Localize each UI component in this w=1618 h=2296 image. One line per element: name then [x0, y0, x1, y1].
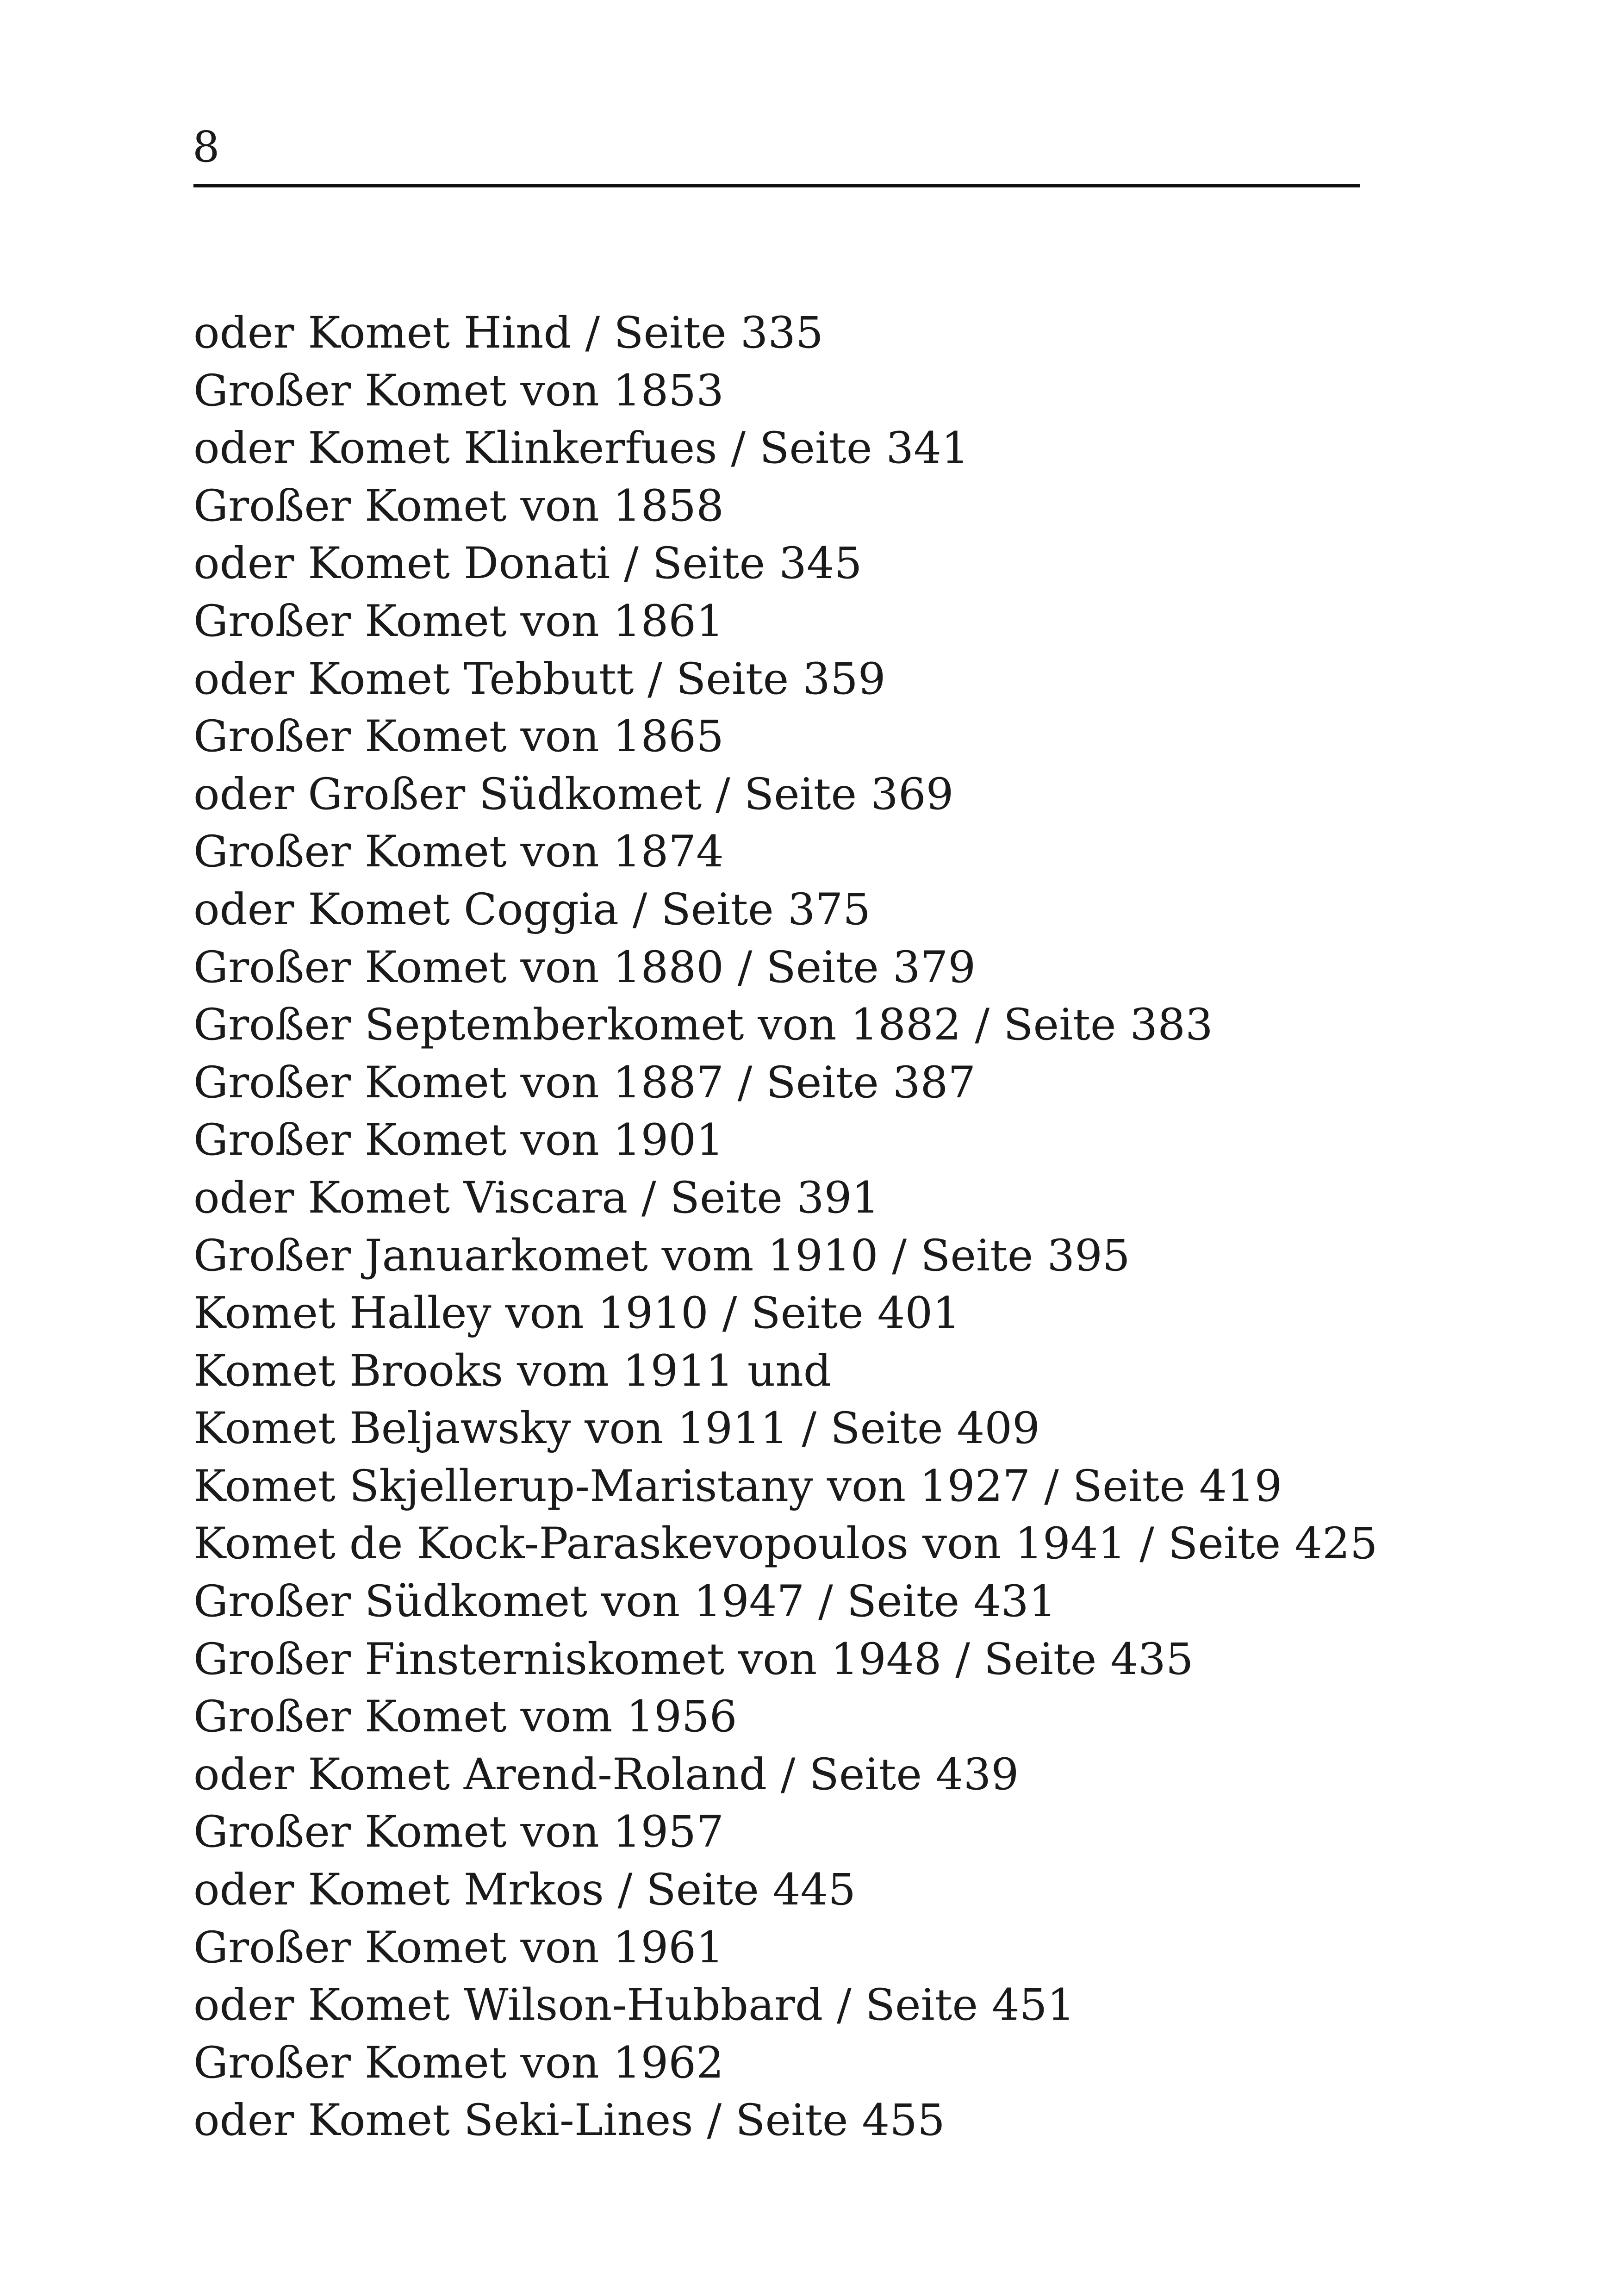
- toc-entry: Großer Komet von 1887 / Seite 387: [193, 1057, 976, 1108]
- toc-entry: Großer Komet von 1853: [193, 365, 724, 416]
- page-number: 8: [193, 122, 220, 172]
- toc-entry: oder Komet Donati / Seite 345: [193, 538, 862, 589]
- header-rule: [193, 184, 1360, 187]
- toc-entry: oder Komet Seki-Lines / Seite 455: [193, 2095, 945, 2146]
- toc-entry: oder Komet Wilson-Hubbard / Seite 451: [193, 1980, 1075, 2031]
- toc-entry: Komet de Kock-Paraskevopoulos von 1941 / Seite 425: [193, 1518, 1378, 1569]
- toc-list: [193, 305, 1378, 2150]
- toc-entry: oder Komet Mrkos / Seite 445: [193, 1865, 856, 1916]
- toc-entry: oder Komet Arend-Roland / Seite 439: [193, 1749, 1019, 1800]
- toc-entry: oder Komet Tebbutt / Seite 359: [193, 653, 886, 704]
- toc-entry: Großer Komet von 1874: [193, 827, 724, 877]
- toc-entry: Großer Komet vom 1956: [193, 1692, 737, 1742]
- toc-entry: Komet Brooks vom 1911 und: [193, 1345, 832, 1396]
- toc-entry: Großer Finsterniskomet von 1948 / Seite 435: [193, 1634, 1194, 1685]
- toc-entry: Komet Skjellerup-Maristany von 1927 / Seite 419: [193, 1461, 1282, 1512]
- toc-entry: Komet Beljawsky von 1911 / Seite 409: [193, 1403, 1040, 1454]
- toc-entry: Großer Komet von 1961: [193, 1922, 724, 1973]
- toc-entry: oder Komet Viscara / Seite 391: [193, 1172, 880, 1223]
- toc-entry: Großer Südkomet von 1947 / Seite 431: [193, 1576, 1057, 1627]
- toc-entry: Komet Halley von 1910 / Seite 401: [193, 1288, 961, 1339]
- toc-entry: Großer Komet von 1880 / Seite 379: [193, 942, 976, 993]
- toc-entry: oder Komet Klinkerfues / Seite 341: [193, 423, 969, 474]
- toc-entry: oder Großer Südkomet / Seite 369: [193, 769, 954, 820]
- toc-entry: oder Komet Hind / Seite 335: [193, 308, 823, 358]
- toc-entry: Großer Januarkomet vom 1910 / Seite 395: [193, 1230, 1130, 1281]
- toc-entry: oder Komet Coggia / Seite 375: [193, 884, 871, 935]
- toc-entry: Großer Komet von 1858: [193, 480, 724, 531]
- toc-entry: Großer Komet von 1901: [193, 1115, 724, 1166]
- toc-entry: Großer Komet von 1957: [193, 1807, 724, 1858]
- toc-entry: Großer Komet von 1861: [193, 596, 724, 647]
- toc-entry: Großer Komet von 1962: [193, 2037, 724, 2088]
- toc-entry: Großer Septemberkomet von 1882 / Seite 383: [193, 1000, 1213, 1051]
- toc-entry: Großer Komet von 1865: [193, 711, 724, 762]
